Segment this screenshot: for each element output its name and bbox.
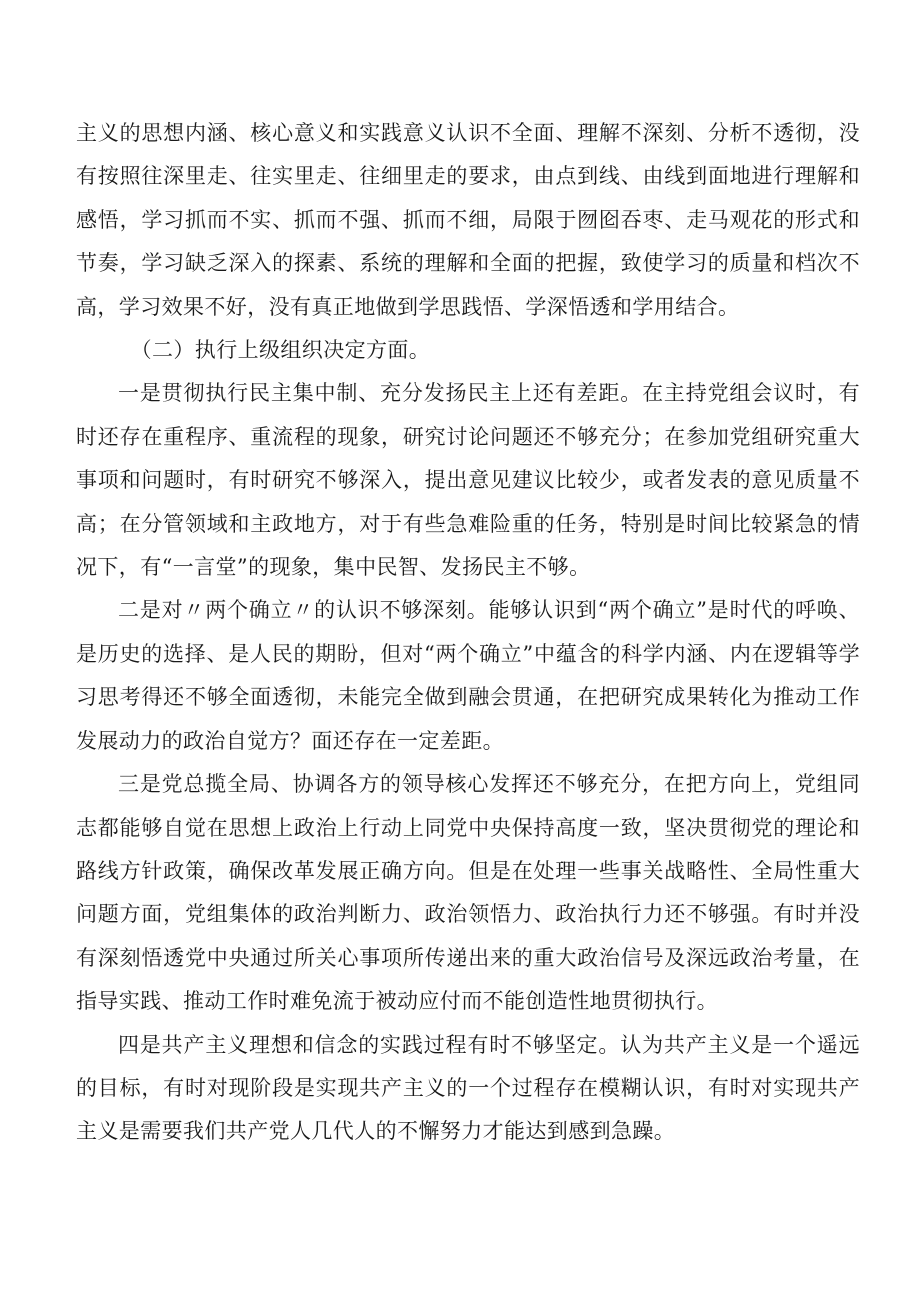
section-heading: （二）执行上级组织决定方面。 — [130, 338, 431, 363]
document-body — [76, 112, 860, 1154]
paragraph-one: 一是贯彻执行民主集中制、充分发扬民主上还有差距。在主持党组会议时，有时还存在重程序、重流程的现象，研究讨论问题还不够充分；在参加党组研究重大事项和问题时，有时研究不够深入，提出意见建议比较少，或者发表的意见质量不高；在分管领域和主政地方，对于有些急难险重的任务，特别是时间比较紧急的情况下，有“一言堂”的现象，集中民智、发扬民主不够。 — [76, 381, 860, 580]
paragraph-continuation: 主义的思想内涵、核心意义和实践意义认识不全面、理解不深刻、分析不透彻，没有按照往深里走、往实里走、往细里走的要求，由点到线、由线到面地进行理解和感悟，学习抓而不实、抓而不强、抓而不细，局限于囫囵吞枣、走马观花的形式和节奏，学习缺乏深入的探素、系统的理解和全面的把握，致使学习的质量和档次不高，学习效果不好，没有真正地做到学思践悟、学深悟透和学用结合。 — [76, 121, 860, 319]
paragraph-two: 二是对〃两个确立〃的认识不够深刻。能够认识到“两个确立”是时代的呼唤、是历史的选择、是人民的期盼，但对“两个确立”中蕴含的科学内涵、内在逻辑等学习思考得还不够全面透彻，未能完全做到融会贯通，在把研究成果转化为推动工作发展动力的政治自觉方？面还存在一定差距。 — [76, 598, 860, 753]
paragraph-four: 四是共产主义理想和信念的实践过程有时不够坚定。认为共产主义是一个遥远的目标，有时对现阶段是实现共产主义的一个过程存在模糊认识，有时对实现共产主义是需要我们共产党人几代人的不懈努力才能达到感到急躁。 — [76, 1032, 860, 1144]
paragraph-three: 三是党总揽全局、协调各方的领导核心发挥还不够充分，在把方向上，党组同志都能够自觉在思想上政治上行动上同党中央保持高度一致，坚决贯彻党的理论和路线方针政策，确保改革发展正确方向。但是在处理一些事关战略性、全局性重大问题方面，党组集体的政治判断力、政治领悟力、政治执行力还不够强。有时并没有深刻悟透党中央通过所关心事项所传递出来的重大政治信号及深远政治考量，在指导实践、推动工作时难免流于被动应付而不能创造性地贯彻执行。 — [76, 772, 860, 1014]
